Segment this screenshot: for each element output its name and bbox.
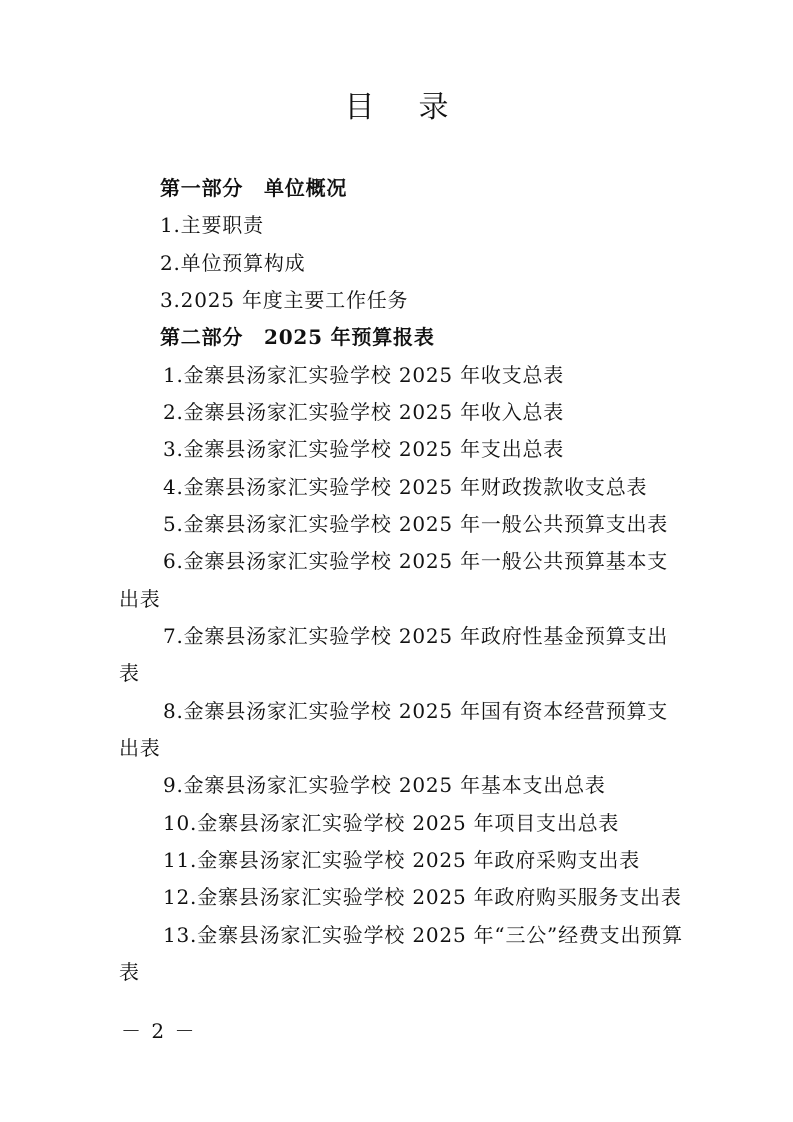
toc-item-continuation: 表 [119, 960, 140, 984]
toc-item: 1.金寨县汤家汇实验学校 2025 年收支总表 [163, 363, 565, 387]
toc-item: 4.金寨县汤家汇实验学校 2025 年财政拨款收支总表 [163, 475, 648, 499]
toc-item: 12.金寨县汤家汇实验学校 2025 年政府购买服务支出表 [163, 885, 682, 909]
toc-item: 5.金寨县汤家汇实验学校 2025 年一般公共预算支出表 [163, 512, 669, 536]
toc-item: 13.金寨县汤家汇实验学校 2025 年“三公”经费支出预算 [163, 923, 683, 947]
toc-item-continuation: 表 [119, 661, 140, 685]
toc-item: 7.金寨县汤家汇实验学校 2025 年政府性基金预算支出 [163, 624, 669, 648]
toc-item: 6.金寨县汤家汇实验学校 2025 年一般公共预算基本支 [163, 549, 669, 573]
part1-heading: 第一部分 单位概况 [160, 176, 348, 200]
page-number: － 2 － [121, 1019, 197, 1043]
toc-item: 8.金寨县汤家汇实验学校 2025 年国有资本经营预算支 [163, 699, 669, 723]
toc-item: 9.金寨县汤家汇实验学校 2025 年基本支出总表 [163, 773, 606, 797]
toc-item: 2.单位预算构成 [160, 251, 306, 275]
toc-item: 11.金寨县汤家汇实验学校 2025 年政府采购支出表 [163, 848, 641, 872]
toc-item: 10.金寨县汤家汇实验学校 2025 年项目支出总表 [163, 811, 620, 835]
toc-item: 3.2025 年度主要工作任务 [160, 288, 409, 312]
toc-title: 目录 [344, 90, 493, 125]
toc-item: 3.金寨县汤家汇实验学校 2025 年支出总表 [163, 437, 565, 461]
toc-item-continuation: 出表 [119, 736, 161, 760]
toc-item: 1.主要职责 [160, 213, 264, 237]
part2-heading: 第二部分 2025 年预算报表 [160, 325, 435, 349]
toc-item: 2.金寨县汤家汇实验学校 2025 年收入总表 [163, 400, 565, 424]
toc-item-continuation: 出表 [119, 587, 161, 611]
